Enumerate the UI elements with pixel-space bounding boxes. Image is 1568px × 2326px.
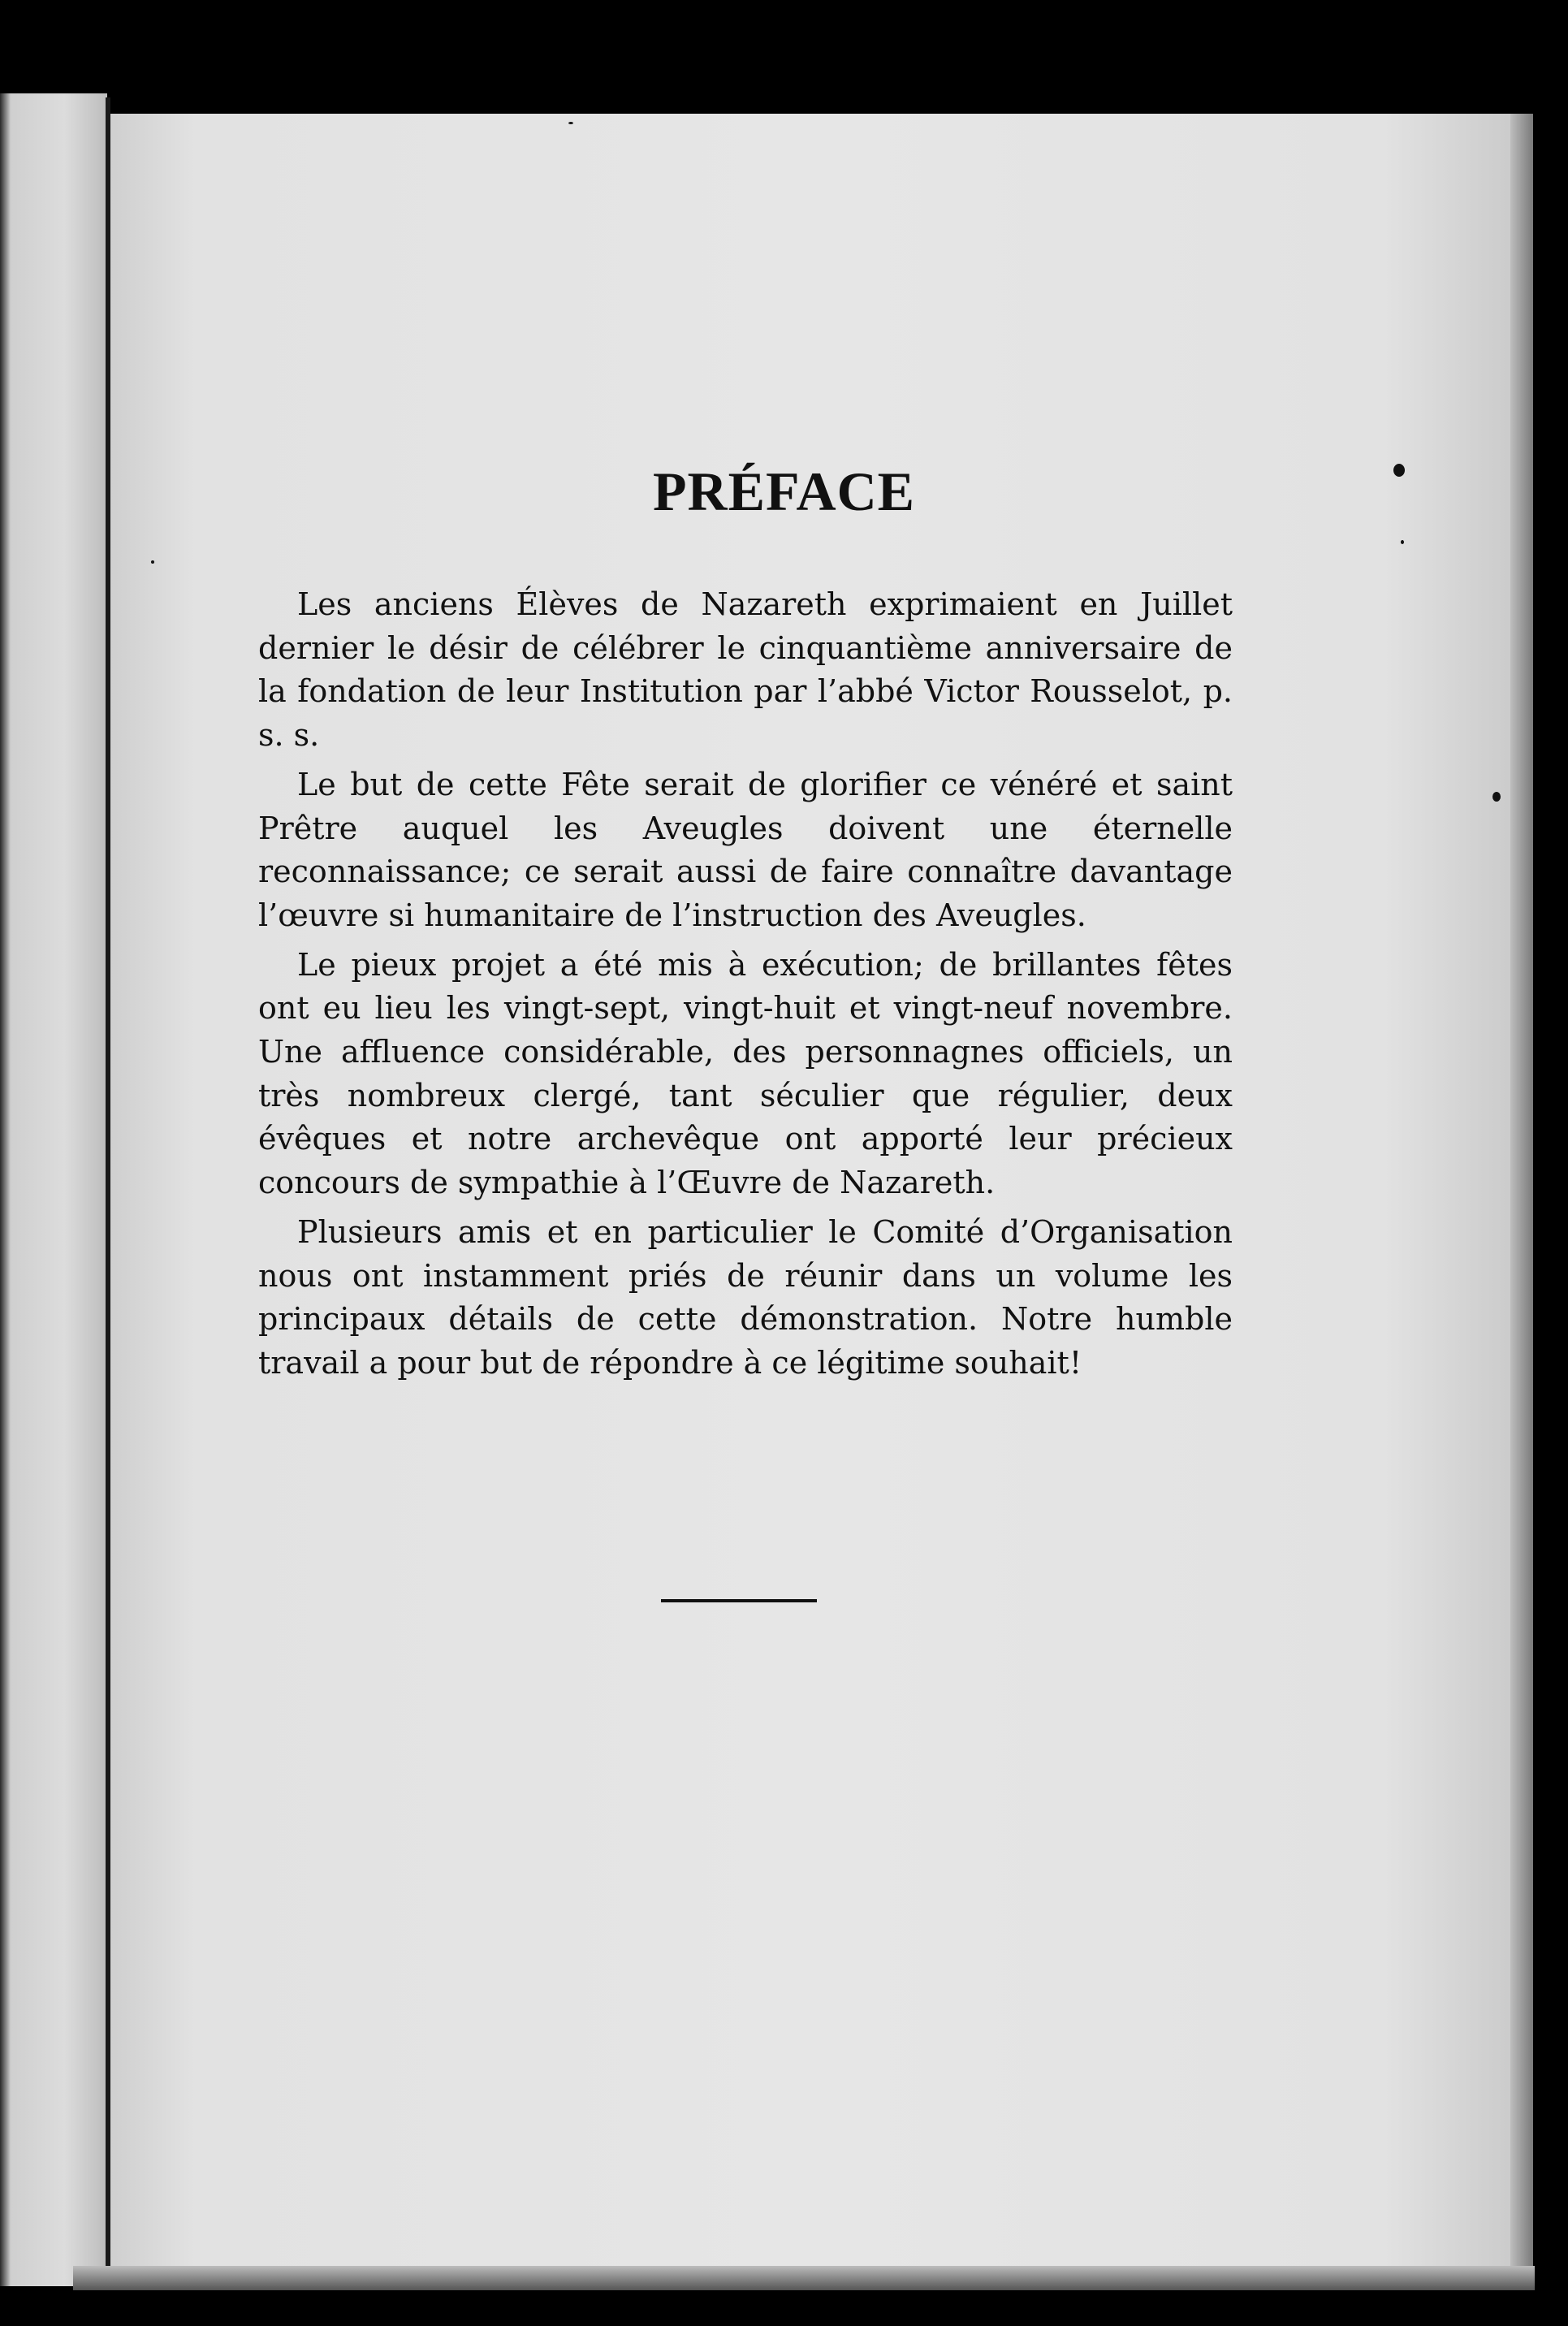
scan-speck [568, 122, 573, 124]
paragraph-1-text: Les anciens Élèves de Nazareth exprimaient en Juillet dernier le désir de célébrer le cinquantième anniversaire de la fondation de leur Institution par l’abbé Victor Rousselot, p. s. s. [258, 586, 1233, 754]
paragraph-3-text: Le pieux projet a été mis à exécution; de brillantes fêtes ont eu lieu les vingt-sept, vingt-huit et vingt-neuf novembre. Une affluence considérable, des personnagnes officiels, un très nombreux clergé, tant séculier que régulier, deux évêques et notre archevêque ont apporté leur précieux concours de sympathie à l’Œuvre de Nazareth. [258, 946, 1233, 1201]
paragraph-4-text: Plusieurs amis et en particulier le Comité d’Organisation nous ont instamment priés de réunir dans un volume les principaux détails de cette démonstration. Notre humble travail a pour but de répondre à ce légitime souhait! [258, 1213, 1233, 1381]
scan-speck [151, 560, 154, 564]
paragraph-4 [258, 1211, 1233, 1386]
paragraph-2 [258, 763, 1233, 938]
page-right-edge [1510, 114, 1533, 2282]
preface-body [258, 583, 1233, 1391]
scan-speck [1492, 792, 1501, 802]
paragraph-3 [258, 944, 1233, 1205]
closing-rule [661, 1599, 817, 1602]
scan-speck [1393, 464, 1405, 477]
page-bottom-edge [73, 2266, 1535, 2290]
page-title: PRÉFACE [652, 460, 916, 522]
facing-page-edge [0, 93, 107, 2286]
scan-speck [1401, 540, 1404, 544]
paragraph-1 [258, 583, 1233, 758]
paragraph-2-text: Le but de cette Fête serait de glorifier ce vénéré et saint Prêtre auquel les Aveugles doivent une éternelle reconnaissance; ce serait aussi de faire connaître davantage l’œuvre si humanitaire de l’instruction des Aveugles. [258, 766, 1233, 933]
